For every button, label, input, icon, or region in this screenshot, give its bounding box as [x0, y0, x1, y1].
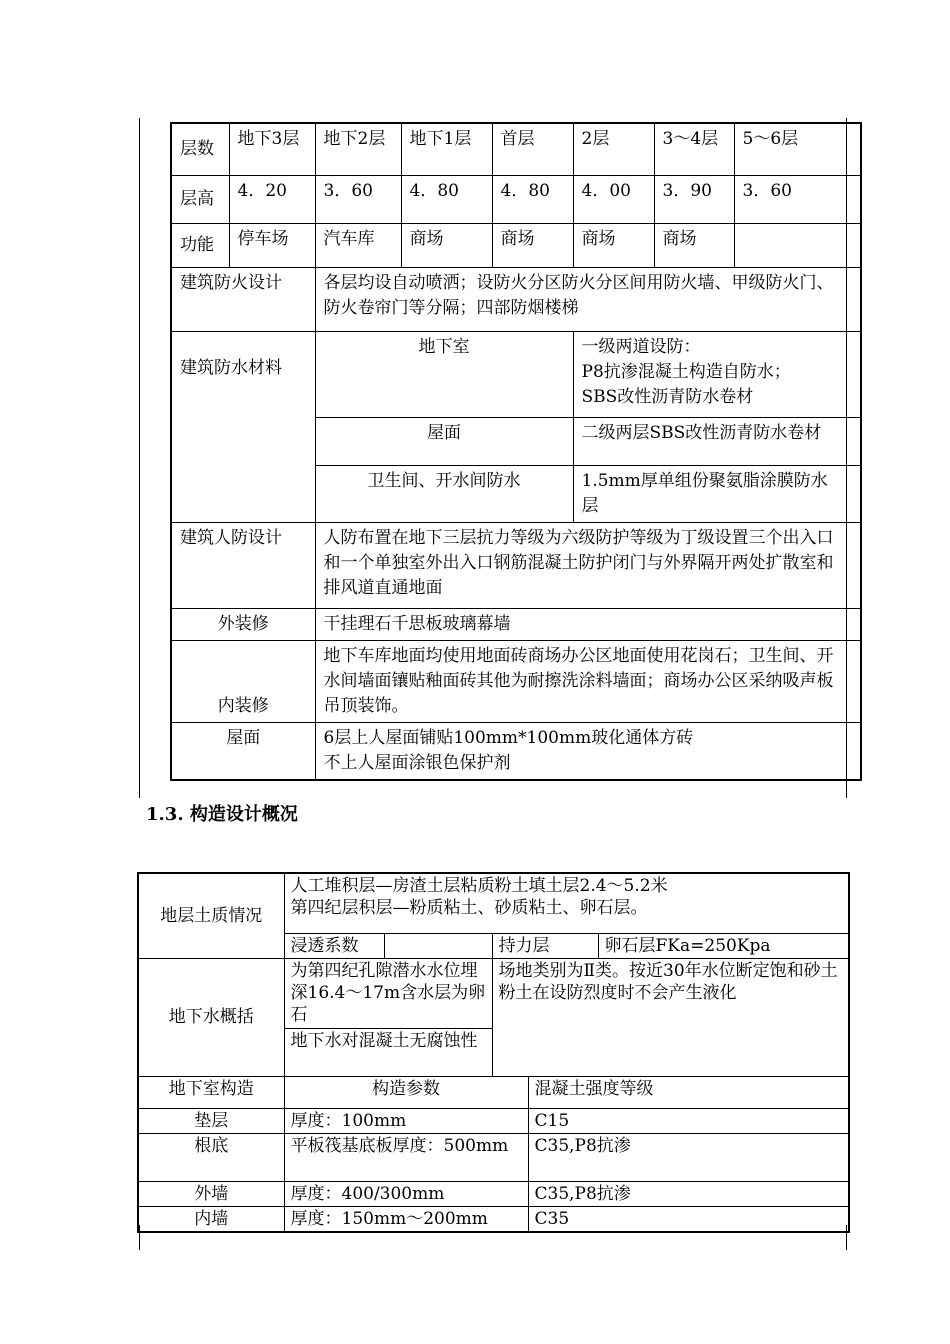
height-cell: 4．80 — [492, 175, 573, 223]
function-label: 功能 — [171, 223, 229, 267]
function-cell: 商场 — [573, 223, 654, 267]
basement-param: 厚度：400/300mm — [284, 1181, 528, 1206]
basement-row — [138, 1206, 849, 1232]
height-cell — [846, 175, 861, 223]
height-label: 层高 — [171, 175, 229, 223]
basement-grade: C35,P8抗渗 — [528, 1181, 849, 1206]
basement-grade: C35 — [528, 1206, 849, 1232]
height-cell: 4．80 — [401, 175, 492, 223]
soil-label: 地层土质情况 — [138, 873, 284, 958]
building-overview-table — [170, 122, 862, 781]
basement-row — [138, 1108, 849, 1133]
groundwater-label: 地下水概括 — [138, 958, 284, 1076]
floor-cell — [846, 123, 861, 175]
groundwater-left-top: 为第四纪孔隙潜水水位埋深16.4～17m含水层为卵石 — [284, 958, 492, 1028]
roof-row — [171, 722, 861, 780]
floor-cell: 2层 — [573, 123, 654, 175]
roof-label: 屋面 — [171, 722, 315, 780]
basement-header-structure: 地下室构造 — [138, 1076, 284, 1108]
interior-label: 内装修 — [171, 640, 315, 722]
height-cell: 3．60 — [734, 175, 846, 223]
section-heading: 1.3. 构造设计概况 — [146, 804, 298, 825]
roof-value: 6层上人屋面铺贴100mm*100mm玻化通体方砖 不上人屋面涂银色保护剂 — [315, 722, 846, 780]
basement-name: 外墙 — [138, 1181, 284, 1206]
floor-cell: 地下1层 — [401, 123, 492, 175]
fire-row — [171, 267, 861, 331]
floor-label: 层数 — [171, 123, 229, 175]
bearing-value: 卵石层FKa=250Kpa — [598, 933, 849, 958]
basement-grade: C35,P8抗渗 — [528, 1133, 849, 1181]
basement-header-row — [138, 1076, 849, 1108]
permeability-value — [384, 933, 492, 958]
waterproof-spec: 二级两层SBS改性沥青防水卷材 — [573, 417, 846, 465]
groundwater-left-bottom: 地下水对混凝土无腐蚀性 — [284, 1028, 492, 1076]
fire-value: 各层均设自动喷洒；设防火分区防火分区间用防火墙、甲级防火门、防火卷帘门等分隔；四部防烟楼梯 — [315, 267, 846, 331]
floor-cell: 3～4层 — [654, 123, 734, 175]
basement-param: 厚度：100mm — [284, 1108, 528, 1133]
floor-cell: 地下2层 — [315, 123, 401, 175]
structural-overview-table — [137, 872, 850, 1233]
basement-name: 根底 — [138, 1133, 284, 1181]
height-row — [171, 175, 861, 223]
waterproof-spec: 1.5mm厚单组份聚氨脂涂膜防水层 — [573, 465, 846, 522]
basement-header-grade: 混凝土强度等级 — [528, 1076, 849, 1108]
waterproof-part: 卫生间、开水间防水 — [315, 465, 573, 522]
basement-param: 平板筏基底板厚度：500mm — [284, 1133, 528, 1181]
waterproof-row-basement — [171, 331, 861, 417]
permeability-label: 浸透系数 — [284, 933, 384, 958]
function-cell: 商场 — [492, 223, 573, 267]
basement-name: 垫层 — [138, 1108, 284, 1133]
civil-defense-row — [171, 522, 861, 608]
basement-row — [138, 1133, 849, 1181]
groundwater-right: 场地类别为Ⅱ类。按近30年水位断定饱和砂土粉土在设防烈度时不会产生液化 — [492, 958, 849, 1076]
height-cell: 3．60 — [315, 175, 401, 223]
basement-name: 内墙 — [138, 1206, 284, 1232]
bearing-label: 持力层 — [492, 933, 598, 958]
floor-cell: 地下3层 — [229, 123, 315, 175]
floor-cell: 5～6层 — [734, 123, 846, 175]
floor-cell: 首层 — [492, 123, 573, 175]
left-margin-line-top — [139, 118, 140, 798]
groundwater-row — [138, 958, 849, 1028]
civil-defense-label: 建筑人防设计 — [171, 522, 315, 608]
waterproof-part: 地下室 — [315, 331, 573, 417]
floor-row — [171, 123, 861, 175]
basement-row — [138, 1181, 849, 1206]
fire-label: 建筑防火设计 — [171, 267, 315, 331]
function-cell: 商场 — [654, 223, 734, 267]
height-cell: 4．00 — [573, 175, 654, 223]
function-cell: 停车场 — [229, 223, 315, 267]
exterior-value: 干挂理石千思板玻璃幕墙 — [315, 608, 846, 640]
basement-grade: C15 — [528, 1108, 849, 1133]
function-cell: 商场 — [401, 223, 492, 267]
function-cell: 汽车库 — [315, 223, 401, 267]
interior-value: 地下车库地面均使用地面砖商场办公区地面使用花岗石；卫生间、开水间墙面镶贴釉面砖其他为耐擦洗涂料墙面；商场办公区采纳吸声板吊顶装饰。 — [315, 640, 846, 722]
function-cell — [846, 223, 861, 267]
waterproof-part: 屋面 — [315, 417, 573, 465]
function-row — [171, 223, 861, 267]
exterior-label: 外装修 — [171, 608, 315, 640]
exterior-row — [171, 608, 861, 640]
civil-defense-value: 人防布置在地下三层抗力等级为六级防护等级为丁级设置三个出入口和一个单独室外出入口钢筋混凝土防护闭门与外界隔开两处扩散室和排风道直通地面 — [315, 522, 846, 608]
soil-value: 人工堆积层—房渣土层粘质粉土填土层2.4～5.2米 第四纪层积层—粉质粘土、砂质粘土、卵石层。 — [284, 873, 849, 933]
height-cell: 3．90 — [654, 175, 734, 223]
basement-param: 厚度：150mm～200mm — [284, 1206, 528, 1232]
waterproof-label: 建筑防水材料 — [171, 331, 315, 522]
interior-row — [171, 640, 861, 722]
height-cell: 4．20 — [229, 175, 315, 223]
basement-header-param: 构造参数 — [284, 1076, 528, 1108]
function-cell — [734, 223, 846, 267]
waterproof-spec: 一级两道设防： P8抗渗混凝土构造自防水； SBS改性沥青防水卷材 — [573, 331, 846, 417]
soil-row — [138, 873, 849, 933]
